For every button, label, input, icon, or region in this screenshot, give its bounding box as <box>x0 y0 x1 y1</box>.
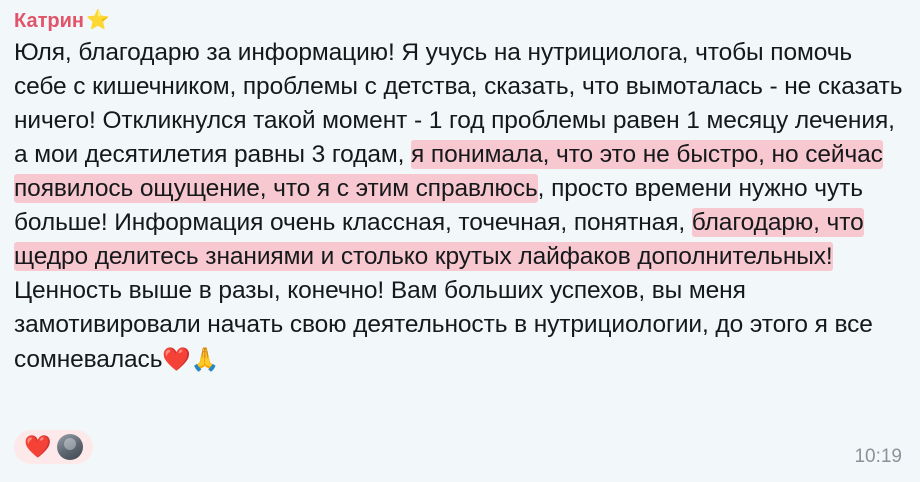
reaction-chip[interactable] <box>14 430 93 464</box>
message-text <box>14 36 906 377</box>
highlighted-text-segment: благодарю, что щедро делитесь знаниями и столько крутых лайфаков дополнительных! <box>14 209 864 270</box>
heart-reaction-icon[interactable]: ❤️ <box>24 434 52 459</box>
text-segment: Юля, благодарю за информацию! Я учусь на нутрициолога, чтобы помочь себе с кишечником, проблемы с детства, сказать, что вымоталась - не сказать ничего! Откликнулся такой момент - 1 год проблемы равен 1 месяцу лечения, а мои десятилетия равны 3 годам, <box>14 39 903 168</box>
heart-pray-emoji: ❤️🙏 <box>162 346 220 372</box>
message-timestamp: 10:19 <box>854 446 902 467</box>
sender-name[interactable]: Катрин <box>14 10 84 32</box>
star-badge-icon: ⭐ <box>85 10 110 31</box>
sender-line <box>14 8 906 34</box>
text-segment: Ценность выше в разы, конечно! Вам больших успехов, вы меня замотивировали начать свою деятельность в нутрициологии, до этого я все сомневалась <box>14 277 873 373</box>
highlighted-text-segment: я понимала, что это не быстро, но сейчас появилось ощущение, что я с этим справлюсь <box>14 141 883 202</box>
avatar[interactable] <box>57 434 83 460</box>
text-segment: , просто времени нужно чуть больше! Информация очень классная, точечная, понятная, <box>14 175 863 236</box>
